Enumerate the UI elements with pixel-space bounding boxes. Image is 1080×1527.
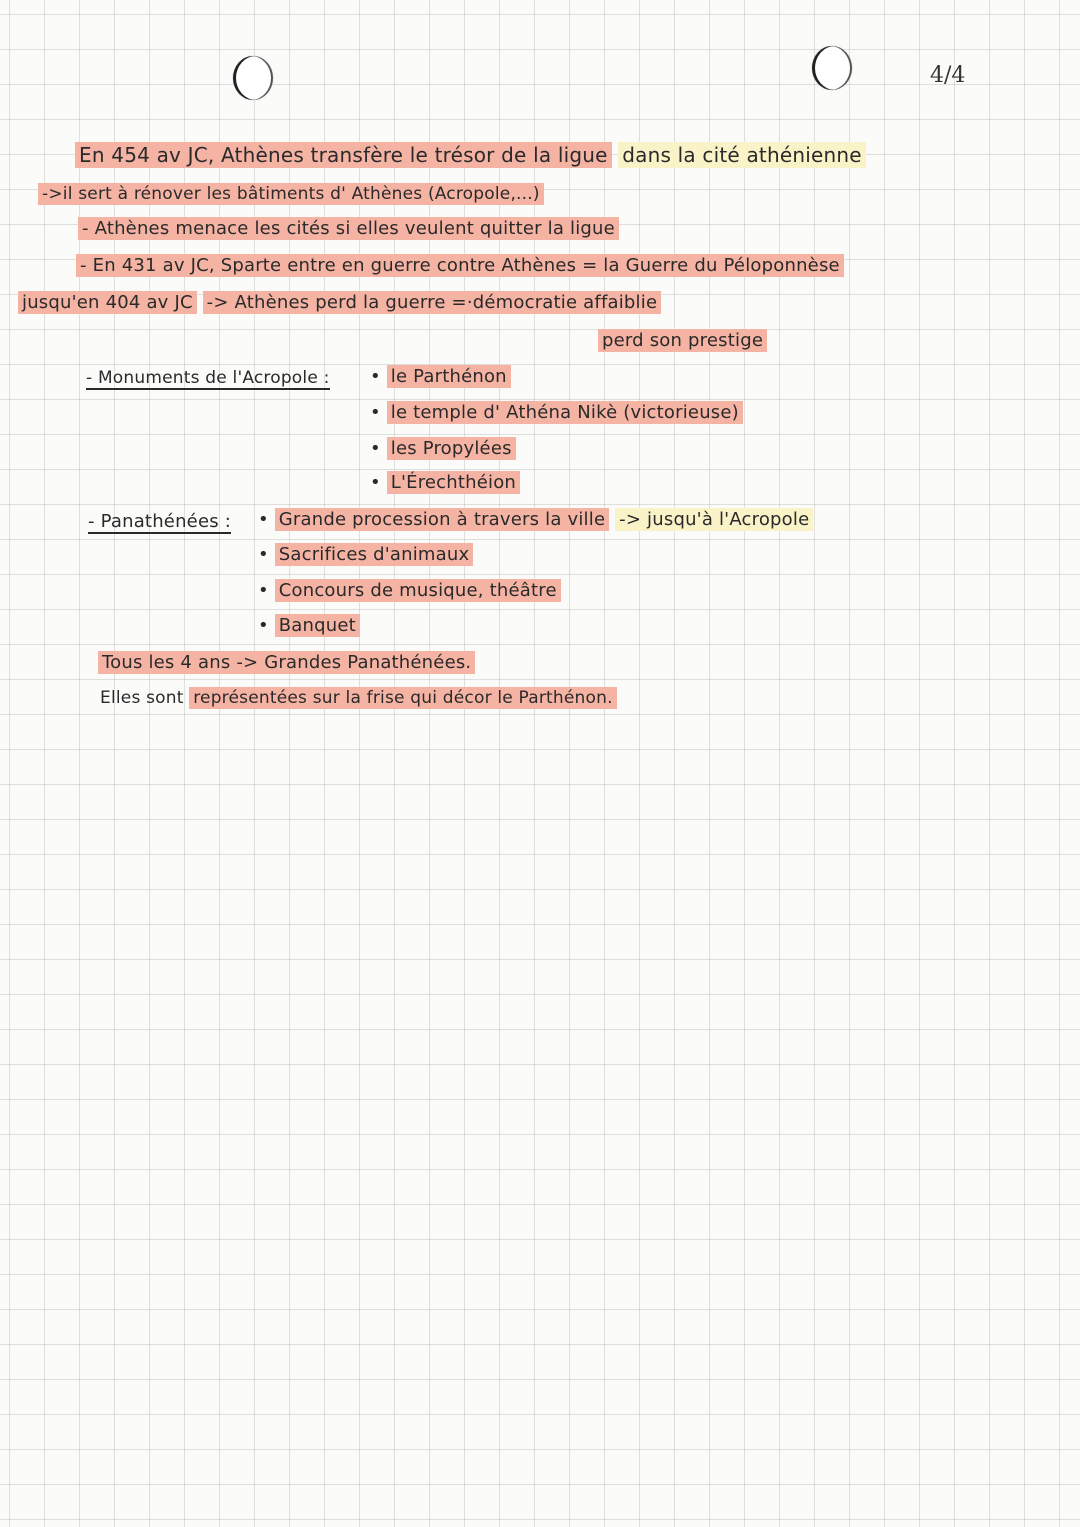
panathenees-heading (88, 511, 231, 532)
monuments-heading (86, 368, 330, 388)
panathenees-heading-text: - Panathénées : (88, 511, 231, 532)
binder-hole-right (812, 46, 852, 90)
panathenees-item-2-text: Sacrifices d'animaux (275, 543, 474, 566)
highlight-6: perd son prestige (598, 329, 767, 352)
binder-hole-left (233, 56, 273, 100)
highlight-1a: En 454 av JC, Athènes transfère le trésor de la ligue (75, 142, 612, 168)
highlight-5b: -> Athènes perd la guerre =·démocratie affaiblie (203, 291, 662, 314)
panathenees-note-2-highlight: représentées sur la frise qui décor le Parthénon. (189, 687, 616, 709)
monument-item-4-text: L'Érechthéion (387, 471, 520, 494)
panathenees-item-4-text: Banquet (275, 614, 360, 637)
monument-item-2 (370, 402, 743, 423)
monument-item-1 (370, 366, 511, 387)
highlight-5a: jusqu'en 404 av JC (18, 291, 197, 314)
panathenees-note-2 (100, 688, 617, 708)
panathenees-item-1-extra: -> jusqu'à l'Acropole (615, 508, 813, 531)
panathenees-item-4 (258, 615, 360, 636)
panathenees-note-2-start: Elles sont (100, 688, 184, 708)
panathenees-item-1-text: Grande procession à travers la ville (275, 508, 609, 531)
panathenees-item-3 (258, 580, 561, 601)
text-line-1 (75, 143, 866, 167)
highlight-4: - En 431 av JC, Sparte entre en guerre contre Athènes = la Guerre du Péloponnèse (76, 254, 844, 277)
text-line-2 (38, 184, 544, 204)
monument-item-3-text: les Propylées (387, 437, 516, 460)
highlight-3: - Athènes menace les cités si elles veulent quitter la ligue (78, 217, 619, 240)
monument-item-2-text: le temple d' Athéna Nikè (victorieuse) (387, 401, 743, 424)
monument-item-3 (370, 438, 516, 459)
panathenees-note-1-text: Tous les 4 ans -> Grandes Panathénées. (98, 651, 475, 674)
monuments-heading-text: - Monuments de l'Acropole : (86, 368, 330, 388)
text-line-6 (598, 330, 767, 351)
panathenees-item-1 (258, 509, 813, 530)
monument-item-1-text: le Parthénon (387, 365, 511, 388)
panathenees-item-3-text: Concours de musique, théâtre (275, 579, 561, 602)
highlight-1b: dans la cité athénienne (618, 142, 866, 168)
panathenees-item-2 (258, 544, 473, 565)
text-line-3 (78, 218, 619, 239)
monument-item-4 (370, 472, 520, 493)
page-number: 4/4 (930, 63, 966, 88)
highlight-2: ->il sert à rénover les bâtiments d' Athènes (Acropole,...) (38, 183, 544, 205)
text-line-4 (76, 255, 844, 276)
text-line-5 (18, 292, 661, 313)
panathenees-note-1 (98, 652, 475, 673)
